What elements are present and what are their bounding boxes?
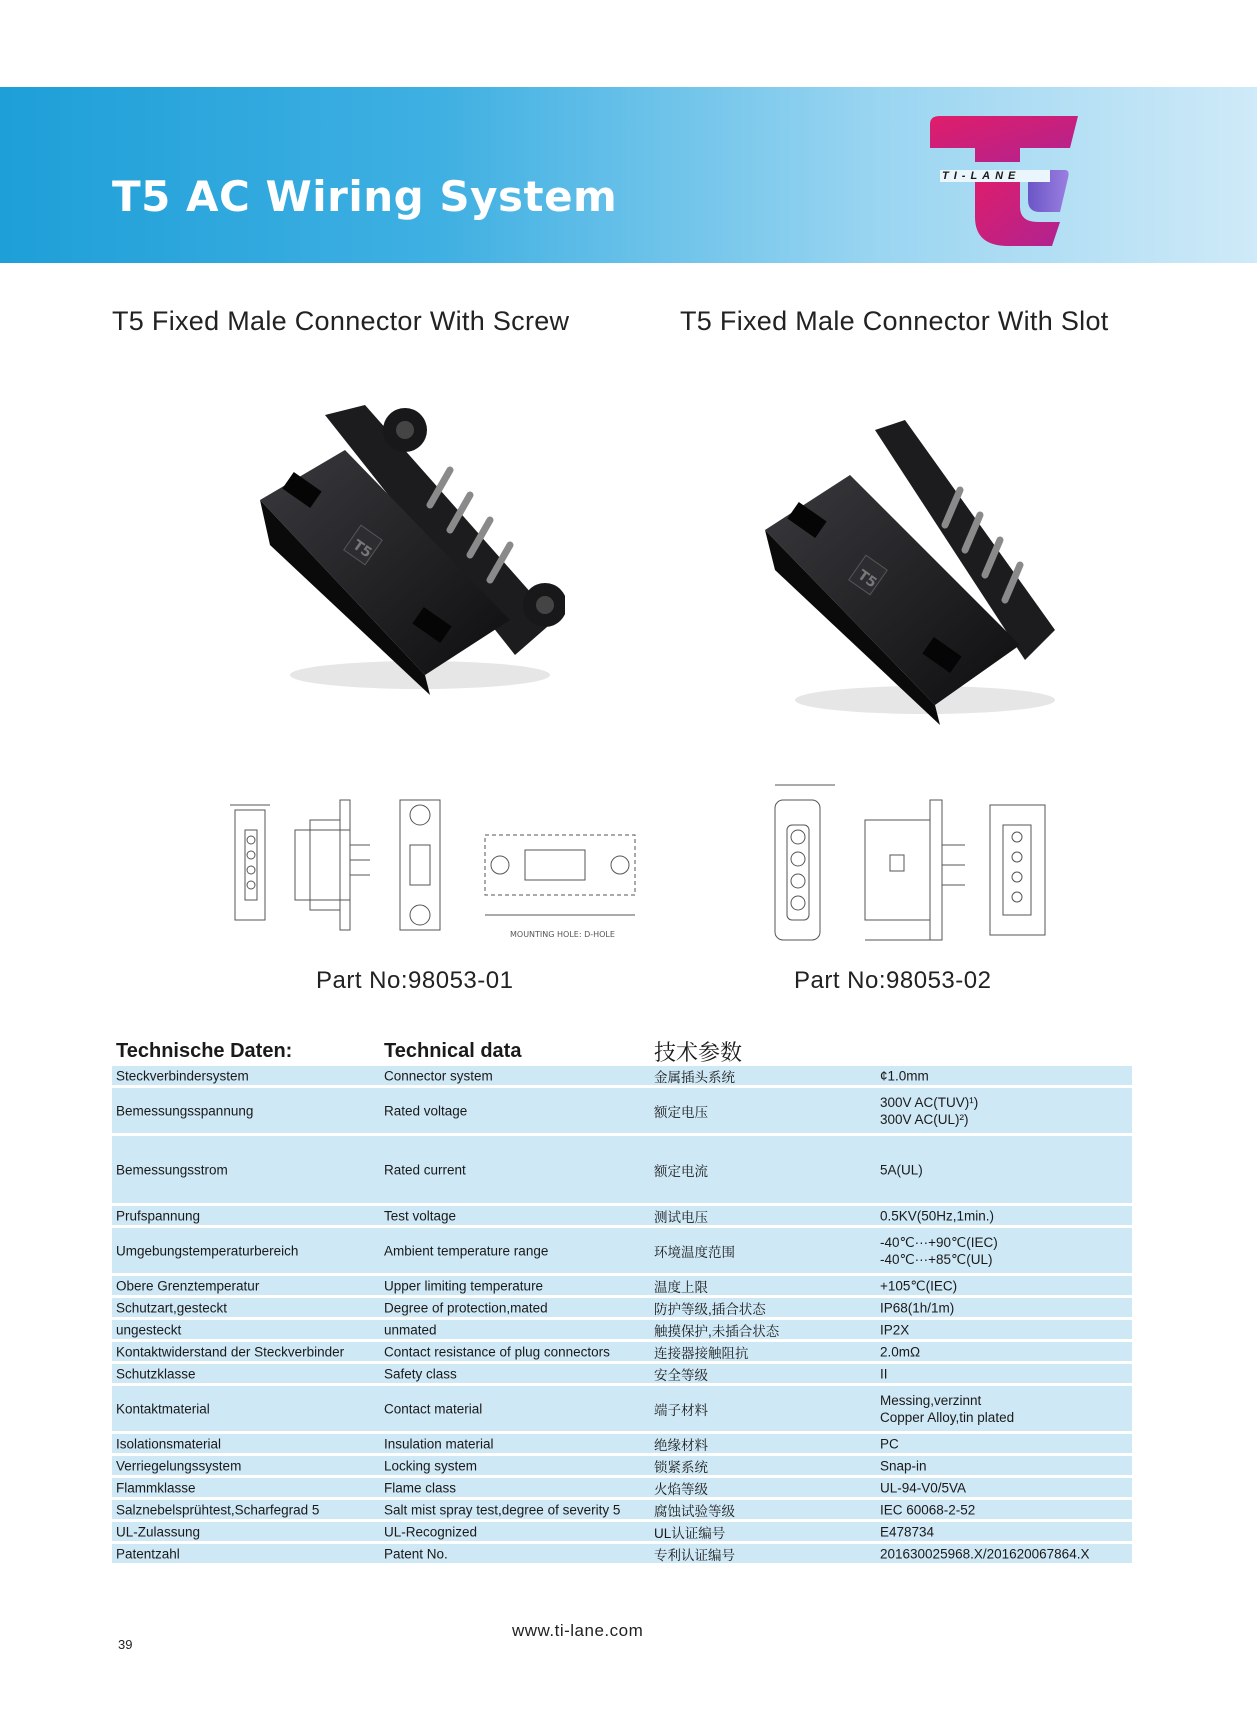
part-number-slot: Part No:98053-02 — [794, 967, 992, 994]
spec-cell-zh: 专利认证编号 — [654, 1547, 735, 1563]
spec-row — [112, 1434, 1132, 1456]
photo-label-slot: T5 — [854, 567, 880, 592]
spec-cell-value — [880, 1321, 909, 1338]
spec-value-line: 300V AC(TUV)¹) — [880, 1094, 979, 1110]
header-de: Technische Daten: — [116, 1040, 293, 1062]
spec-row — [112, 1228, 1132, 1276]
spec-cell-value — [880, 1277, 957, 1294]
spec-cell-value — [880, 1365, 888, 1382]
spec-row — [112, 1298, 1132, 1320]
spec-cell-en: Ambient temperature range — [384, 1243, 549, 1258]
drawing-note: MOUNTING HOLE: D-HOLE — [510, 930, 615, 939]
connector-slot-photo — [755, 420, 1075, 730]
spec-value-line: 2.0mΩ — [880, 1344, 921, 1359]
spec-cell-de: UL-Zulassung — [116, 1524, 201, 1539]
spec-value-line: IEC 60068-2-52 — [880, 1502, 976, 1517]
spec-cell-zh: 安全等级 — [654, 1367, 708, 1383]
spec-cell-en: Contact material — [384, 1401, 483, 1416]
logo-text: TI-LANE — [940, 170, 1050, 182]
spec-cell-zh: 测试电压 — [654, 1209, 708, 1225]
spec-row — [112, 1364, 1132, 1386]
spec-value-line: E478734 — [880, 1524, 935, 1539]
spec-value-line: 5A(UL) — [880, 1162, 923, 1177]
spec-cell-en: unmated — [384, 1322, 437, 1337]
spec-cell-value — [880, 1094, 978, 1128]
spec-cell-de: ungesteckt — [116, 1322, 182, 1337]
spec-row — [112, 1136, 1132, 1206]
spec-cell-de: Prufspannung — [116, 1208, 201, 1223]
spec-cell-value — [880, 1435, 899, 1452]
spec-row — [112, 1320, 1132, 1342]
spec-cell-zh: 端子材料 — [654, 1402, 708, 1418]
spec-cell-de: Kontaktwiderstand der Steckverbinder — [116, 1344, 345, 1359]
spec-value-line: Snap-in — [880, 1458, 927, 1473]
spec-cell-value — [880, 1457, 927, 1474]
part-number-screw: Part No:98053-01 — [316, 967, 514, 994]
spec-value-line: 300V AC(UL)²) — [880, 1111, 969, 1127]
spec-cell-zh: 连接器接触阻抗 — [654, 1345, 749, 1361]
spec-cell-de: Bemessungsspannung — [116, 1103, 254, 1118]
spec-cell-de: Isolationsmaterial — [116, 1436, 222, 1451]
photo-label-screw: T5 — [349, 537, 375, 562]
spec-value-line: IP68(1h/1m) — [880, 1300, 955, 1315]
spec-row — [112, 1478, 1132, 1500]
spec-cell-en: Contact resistance of plug connectors — [384, 1344, 610, 1359]
spec-cell-value — [880, 1392, 1014, 1426]
spec-cell-zh: 触摸保护,未插合状态 — [654, 1323, 780, 1339]
spec-value-line: II — [880, 1366, 888, 1381]
spec-cell-de: Verriegelungssystem — [116, 1458, 242, 1473]
website-url: www.ti-lane.com — [512, 1621, 644, 1640]
spec-cell-value — [880, 1207, 994, 1224]
spec-cell-de: Salznebelsprühtest,Scharfegrad 5 — [116, 1502, 320, 1517]
spec-cell-value — [880, 1067, 929, 1084]
spec-cell-en: Rated voltage — [384, 1103, 468, 1118]
spec-cell-en: UL-Recognized — [384, 1524, 478, 1539]
spec-cell-de: Steckverbindersystem — [116, 1068, 249, 1083]
spec-cell-de: Flammklasse — [116, 1480, 196, 1495]
spec-cell-de: Schutzklasse — [116, 1366, 196, 1381]
spec-row — [112, 1456, 1132, 1478]
spec-value-line: 0.5KV(50Hz,1min.) — [880, 1208, 995, 1223]
drawing-slot — [765, 775, 1065, 965]
page-number: 39 — [118, 1637, 133, 1652]
spec-cell-zh: 锁紧系统 — [654, 1459, 708, 1475]
spec-value-line: +105℃(IEC) — [880, 1278, 958, 1293]
spec-cell-value — [880, 1479, 966, 1496]
spec-cell-value — [880, 1299, 954, 1316]
spec-value-line: 201630025968.X/201620067864.X — [880, 1546, 1090, 1561]
spec-cell-value — [880, 1161, 923, 1178]
spec-row — [112, 1206, 1132, 1228]
connector-screw-photo — [255, 405, 565, 705]
spec-cell-zh: 额定电流 — [654, 1163, 708, 1179]
spec-cell-zh: 额定电压 — [654, 1104, 708, 1120]
spec-row — [112, 1522, 1132, 1544]
spec-row — [112, 1500, 1132, 1522]
spec-value-line: PC — [880, 1436, 899, 1451]
spec-cell-value — [880, 1234, 998, 1268]
spec-cell-value — [880, 1545, 1089, 1562]
spec-cell-en: Upper limiting temperature — [384, 1278, 544, 1293]
spec-row — [112, 1544, 1132, 1566]
spec-cell-value — [880, 1523, 934, 1540]
spec-cell-en: Connector system — [384, 1068, 493, 1083]
spec-cell-value — [880, 1343, 920, 1360]
spec-cell-zh: UL认证编号 — [654, 1525, 726, 1541]
spec-row — [112, 1276, 1132, 1298]
spec-cell-en: Test voltage — [384, 1208, 457, 1223]
spec-cell-en: Insulation material — [384, 1436, 494, 1451]
spec-cell-en: Locking system — [384, 1458, 478, 1473]
spec-value-line: -40℃···+90℃(IEC) — [880, 1234, 998, 1250]
header-zh: 技术参数 — [654, 1040, 743, 1065]
spec-rows — [112, 1066, 1132, 1566]
spec-cell-de: Patentzahl — [116, 1546, 180, 1561]
spec-cell-en: Degree of protection,mated — [384, 1300, 548, 1315]
spec-cell-en: Safety class — [384, 1366, 457, 1381]
spec-cell-de: Obere Grenztemperatur — [116, 1278, 260, 1293]
spec-cell-zh: 绝缘材料 — [654, 1437, 708, 1453]
spec-row — [112, 1386, 1132, 1434]
spec-cell-en: Rated current — [384, 1162, 466, 1177]
spec-cell-de: Bemessungsstrom — [116, 1162, 228, 1177]
spec-row — [112, 1342, 1132, 1364]
spec-cell-de: Umgebungstemperaturbereich — [116, 1243, 299, 1258]
spec-cell-en: Flame class — [384, 1480, 457, 1495]
spec-cell-value — [880, 1501, 975, 1518]
spec-cell-zh: 火焰等级 — [654, 1481, 708, 1497]
spec-cell-de: Schutzart,gesteckt — [116, 1300, 228, 1315]
spec-value-line: Copper Alloy,tin plated — [880, 1409, 1015, 1425]
spec-cell-de: Kontaktmaterial — [116, 1401, 210, 1416]
spec-cell-zh: 温度上限 — [654, 1279, 708, 1295]
drawing-screw — [225, 785, 665, 955]
header-en: Technical data — [384, 1040, 522, 1062]
spec-table — [112, 1040, 1132, 1566]
product-heading-screw: T5 Fixed Male Connector With Screw — [112, 306, 570, 336]
product-heading-slot: T5 Fixed Male Connector With Slot — [680, 306, 1109, 336]
spec-value-line: UL-94-V0/5VA — [880, 1480, 967, 1495]
spec-cell-en: Salt mist spray test,degree of severity 5 — [384, 1502, 621, 1517]
spec-cell-zh: 金属插头系统 — [654, 1069, 735, 1085]
spec-value-line: ¢1.0mm — [880, 1068, 929, 1083]
spec-value-line: -40℃···+85℃(UL) — [880, 1251, 993, 1267]
spec-cell-zh: 腐蚀试验等级 — [654, 1503, 735, 1519]
spec-table-header — [112, 1040, 1132, 1066]
spec-value-line: Messing,verzinnt — [880, 1392, 982, 1408]
page-title: T5 AC Wiring System — [112, 172, 618, 221]
spec-cell-zh: 防护等级,插合状态 — [654, 1301, 766, 1317]
spec-cell-en: Patent No. — [384, 1546, 448, 1561]
spec-row — [112, 1066, 1132, 1088]
spec-row — [112, 1088, 1132, 1136]
spec-cell-zh: 环境温度范围 — [654, 1244, 735, 1260]
spec-value-line: IP2X — [880, 1322, 910, 1337]
